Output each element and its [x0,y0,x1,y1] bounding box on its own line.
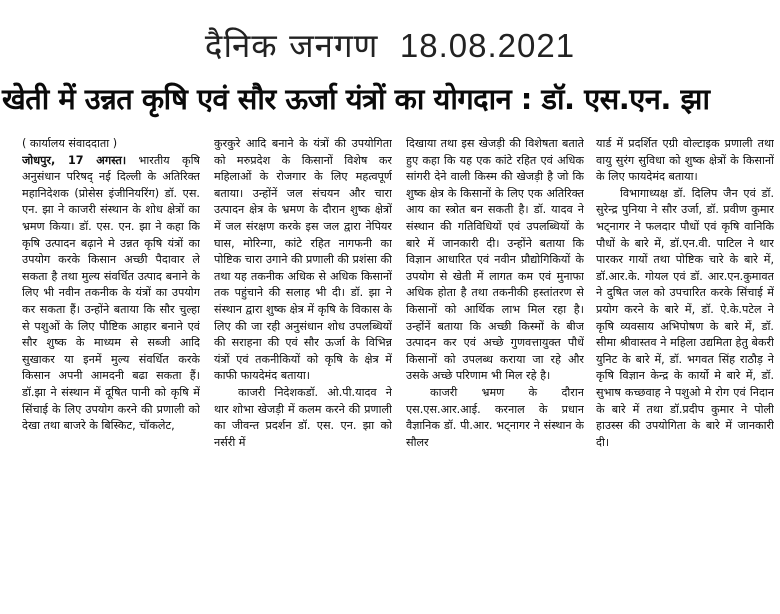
byline: ( कार्यालय संवाददाता ) [22,137,118,150]
column-1-text: भारतीय कृषि अनुसंधान परिषद् नई दिल्ली के अतिरिक्त महानिदेशक (प्रोसेस इंजीनियरिंग) डॉ. एस. एन. झा ने काजरी संस्थान के शोध क्षेत्रों का भ्रमण किया। डॉ. एस. एन. झा ने कहा कि कृषि उत्पादन बढ़ाने मे उन्नत कृषि यंत्रों का उपयोग करके किसान अच्छी पैदावार ले सकता है तथा मुल्य संवर्धित उत्पाद बनाने के लिए भी नवीन तकनीक के यंत्रों का उपयोग कर सकता हैं। उन्होंने बताया कि सौर चुल्हा से पशुओं के लिए पौष्टिक आहार बनाने एवं सौर शुष्क के माध्यम से सब्जी आदि सुखाकर या इनमें मुल्य संवर्धित करके किसान अपनी आमदनी बढा सकता हैं। डॉ.झा ने संस्थान में दूषित पानी को कृषि में सिंचाई के लिए उपयोग करने की प्रणाली को देखा तथा बाजरे के बिस्किट, चॉकलेट, [22,153,200,433]
article-column-3 [406,136,584,614]
article-headline: खेती में उन्नत कृषि एवं सौर ऊर्जा यंत्रों का योगदान : डॉ. एस.एन. झा [2,82,710,116]
column-4-text: यार्ड में प्रदर्शित एग्री वोल्टाइक प्रणाली तथा वायु सुरंग सुविधा को शुष्क क्षेत्रों के किसानों के लिए फायदेमंद बताया। [596,137,774,184]
column-3-text: दिखाया तथा इस खेजड़ी की विशेषता बताते हुए कहा कि यह एक कांटे रहित एवं अधिक सांगरी देने वाली किस्म की खेजड़ी है जो कि शुष्क क्षेत्र के किसानों के लिए एक अतिरिक्त आय का स्त्रोत बन सकती है। डॉ. यादव ने संस्थान की गतिविधियों एवं उपलब्धियों के बारे में जानकारी दी। उन्होंने बताया कि विज्ञान आधारित एवं नवीन प्रौद्योगिकियों के उपयोग से खेती में लागत कम एवं मुनाफा अधिक होता है तथा तकनीकी हस्तांतरण से किसानों को आर्थिक लाभ मिल रहा है। उन्होंनें बताया कि अच्छी किस्मों के बीज उत्पादन कर एवं अच्छे गुणवत्तायुक्त पौधें किसानों को उपलब्ध कराया जा रहे और उसके अच्छे परिणाम भी मिल रहे है। [406,137,584,383]
column-3-paragraph-2: काजरी भ्रमण के दौरान एस.एस.आर.आई. करनाल के प्रधान वैज्ञानिक डॉ. पी.आर. भट्नागर ने संस्थान के सौलर [406,385,584,449]
dateline: जोधपुर, 17 अगस्त। [22,153,127,167]
article-column-4 [596,136,774,614]
article-column-2 [214,136,392,614]
newspaper-name: दैनिक जनगण [204,26,379,65]
column-2-text: कुरकुरे आदि बनाने के यंत्रों की उपयोगिता को मरुप्रदेश के किसानों विशेष कर महिलाओं के रोजगार के लिए महत्वपूर्ण बताया। उन्होंनें जल संचयन और चारा उत्पादन क्षेत्र के भ्रमण के दौरान शुष्क क्षेत्रों में जल संरक्षण करके इस जल द्वारा नेपियर घास, मोरिन्गा, कांटे रहित नागफनी का पोष्टिक चारा उगाने की प्रणाली की प्रशंसा की तथा यह तकनीक अधिक से अधिक किसानों तक पहुंचाने की सलाह भी दी। डॉ. झा ने संस्थान द्वारा शुष्क क्षेत्र में कृषि के विकास के लिए की जा रही अनुसंधान शोध उपलब्धियों की सराहना की एवं सौर ऊर्जा के विभिन्न यंत्रों एवं तकनीकियों को कृषि के क्षेत्र में काफी फायदेमंद बताया। [214,137,392,383]
column-2-paragraph-2: काजरी निदेशकडॉ. ओ.पी.यादव ने थार शोभा खेजड़ी में कलम करने की प्रणाली का जीवन्त प्रदर्शन डॉ. एस. एन. झा को नर्सरी में [214,385,392,449]
article-column-1 [22,136,200,614]
publication-date: 18.08.2021 [399,27,576,64]
column-4-paragraph-2: विभागाध्यक्ष डॉ. दिलिप जैन एवं डॉ. सुरेन्द्र पुनिया ने सौर उर्जा, डॉ. प्रवीण कुमार भट्नागर ने फलदार पौधों एवं कृषि वानिकि पौधों के बारे में, डॉ.एन.वी. पाटिल ने थार पारकर गायों तथा पोष्टिक चारे के बारे में, डॉ.आर.के. गोयल एवं डॉ. आर.एन.कुमावत ने दुषित जल को उपचारित करके सिंचाई में प्रयोग करने के बारे में, डॉ. ऐ.के.पटेल ने कृषि व्यवसाय अभिपोषण के बारे में, डॉ. सीमा श्रीवास्तव ने महिला उद्यमिता हेतु बेकरी युनिट के बारे में, डॉ. भगवत सिंह राठौड़ ने कृषि विज्ञान केन्द्र के कार्यो मे बारे में, डॉ. सुभाष कच्छवाह ने पशुओ मे रोग एवं निदान के बारे में तथा डॉ.प्रदीप कुमार ने पोली हाउस्स की उपयोगिता के बारे में जानकारी दी। [596,186,774,449]
newspaper-masthead [0,22,780,67]
article-body [22,136,774,614]
